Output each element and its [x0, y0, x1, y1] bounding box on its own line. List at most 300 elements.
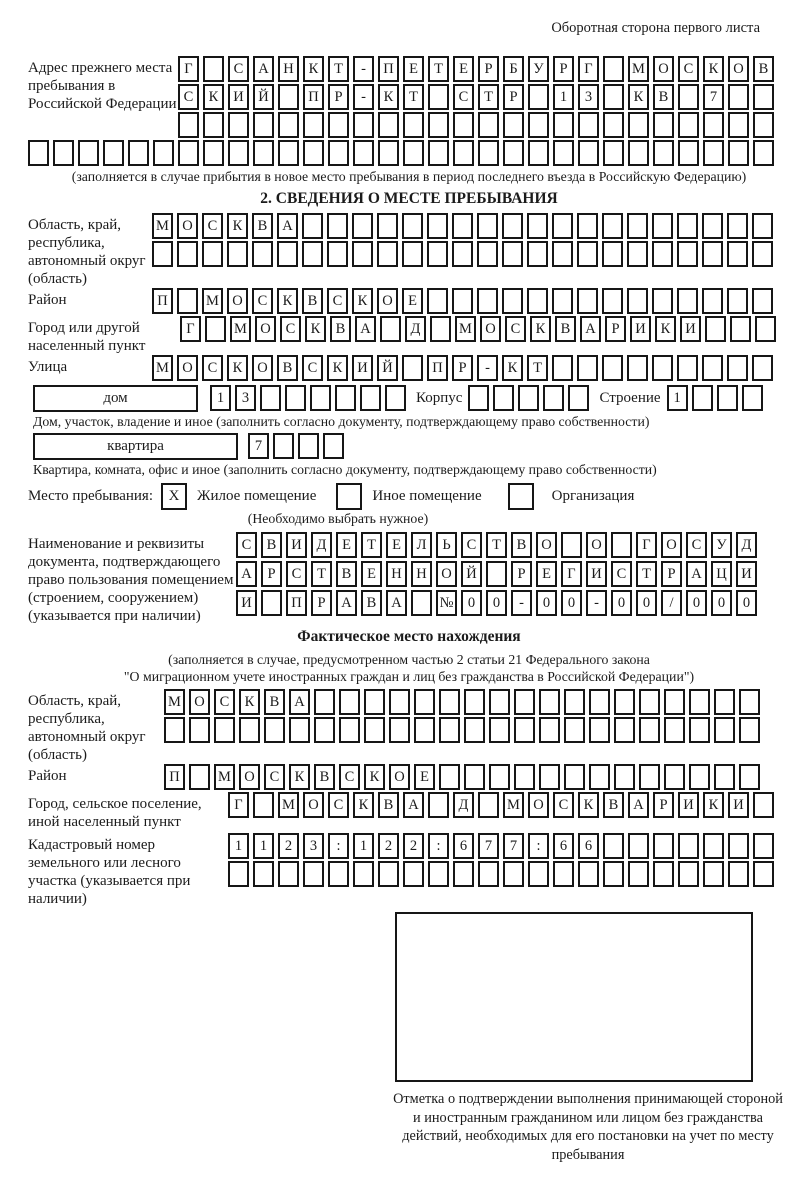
char-cell[interactable]: 0: [561, 590, 582, 616]
char-cell[interactable]: [714, 689, 735, 715]
char-cell[interactable]: [728, 140, 749, 166]
char-cell[interactable]: [489, 689, 510, 715]
char-cell[interactable]: [578, 112, 599, 138]
char-cell[interactable]: [678, 861, 699, 887]
char-cell[interactable]: О: [303, 792, 324, 818]
char-cell[interactable]: [298, 433, 319, 459]
char-cell[interactable]: [477, 213, 498, 239]
char-cell[interactable]: [518, 385, 539, 411]
char-cell[interactable]: [678, 84, 699, 110]
char-cell[interactable]: 7: [478, 833, 499, 859]
char-cell[interactable]: Ь: [436, 532, 457, 558]
char-cell[interactable]: [652, 288, 673, 314]
char-cell[interactable]: [353, 140, 374, 166]
char-cell[interactable]: [439, 764, 460, 790]
char-cell[interactable]: К: [227, 213, 248, 239]
char-cell[interactable]: [439, 689, 460, 715]
char-cell[interactable]: [664, 717, 685, 743]
char-cell[interactable]: [478, 861, 499, 887]
char-cell[interactable]: Р: [311, 590, 332, 616]
char-cell[interactable]: [228, 140, 249, 166]
char-cell[interactable]: В: [603, 792, 624, 818]
char-cell[interactable]: В: [302, 288, 323, 314]
char-cell[interactable]: [453, 112, 474, 138]
char-cell[interactable]: Е: [386, 532, 407, 558]
char-cell[interactable]: [677, 241, 698, 267]
char-cell[interactable]: Р: [328, 84, 349, 110]
char-cell[interactable]: [228, 861, 249, 887]
char-cell[interactable]: [603, 833, 624, 859]
char-cell[interactable]: :: [428, 833, 449, 859]
char-cell[interactable]: О: [536, 532, 557, 558]
char-cell[interactable]: И: [286, 532, 307, 558]
char-cell[interactable]: [178, 112, 199, 138]
char-cell[interactable]: [403, 861, 424, 887]
char-cell[interactable]: 6: [453, 833, 474, 859]
char-cell[interactable]: [664, 689, 685, 715]
char-cell[interactable]: [164, 717, 185, 743]
char-cell[interactable]: [278, 84, 299, 110]
char-cell[interactable]: [742, 385, 763, 411]
char-cell[interactable]: [478, 140, 499, 166]
char-cell[interactable]: [464, 689, 485, 715]
char-cell[interactable]: :: [528, 833, 549, 859]
char-cell[interactable]: Р: [452, 355, 473, 381]
char-cell[interactable]: К: [353, 792, 374, 818]
char-cell[interactable]: [739, 764, 760, 790]
char-cell[interactable]: К: [239, 689, 260, 715]
char-cell[interactable]: С: [178, 84, 199, 110]
char-cell[interactable]: [564, 689, 585, 715]
char-cell[interactable]: [628, 861, 649, 887]
char-cell[interactable]: И: [630, 316, 651, 342]
char-cell[interactable]: [411, 590, 432, 616]
char-cell[interactable]: [702, 355, 723, 381]
char-cell[interactable]: О: [436, 561, 457, 587]
char-cell[interactable]: [577, 355, 598, 381]
char-cell[interactable]: [678, 112, 699, 138]
char-cell[interactable]: [278, 140, 299, 166]
char-cell[interactable]: [428, 84, 449, 110]
char-cell[interactable]: [253, 792, 274, 818]
char-cell[interactable]: В: [555, 316, 576, 342]
char-cell[interactable]: А: [403, 792, 424, 818]
char-cell[interactable]: Е: [414, 764, 435, 790]
char-cell[interactable]: С: [553, 792, 574, 818]
char-cell[interactable]: [602, 241, 623, 267]
char-cell[interactable]: [402, 355, 423, 381]
char-cell[interactable]: М: [214, 764, 235, 790]
char-cell[interactable]: [639, 689, 660, 715]
char-cell[interactable]: [377, 213, 398, 239]
char-cell[interactable]: [553, 140, 574, 166]
char-cell[interactable]: 0: [486, 590, 507, 616]
char-cell[interactable]: С: [461, 532, 482, 558]
char-cell[interactable]: 7: [248, 433, 269, 459]
char-cell[interactable]: /: [661, 590, 682, 616]
char-cell[interactable]: В: [378, 792, 399, 818]
char-cell[interactable]: И: [678, 792, 699, 818]
char-cell[interactable]: К: [303, 56, 324, 82]
char-cell[interactable]: А: [236, 561, 257, 587]
char-cell[interactable]: М: [628, 56, 649, 82]
char-cell[interactable]: [689, 717, 710, 743]
char-cell[interactable]: К: [703, 56, 724, 82]
char-cell[interactable]: 0: [711, 590, 732, 616]
char-cell[interactable]: 2: [378, 833, 399, 859]
char-cell[interactable]: 1: [353, 833, 374, 859]
char-cell[interactable]: К: [703, 792, 724, 818]
char-cell[interactable]: 1: [253, 833, 274, 859]
char-cell[interactable]: [603, 140, 624, 166]
char-cell[interactable]: В: [261, 532, 282, 558]
char-cell[interactable]: [627, 213, 648, 239]
char-cell[interactable]: И: [728, 792, 749, 818]
char-cell[interactable]: А: [686, 561, 707, 587]
char-cell[interactable]: [489, 717, 510, 743]
char-cell[interactable]: А: [355, 316, 376, 342]
char-cell[interactable]: [78, 140, 99, 166]
char-cell[interactable]: [385, 385, 406, 411]
char-cell[interactable]: [352, 241, 373, 267]
char-cell[interactable]: [702, 213, 723, 239]
char-cell[interactable]: [323, 433, 344, 459]
char-cell[interactable]: Т: [527, 355, 548, 381]
char-cell[interactable]: [543, 385, 564, 411]
char-cell[interactable]: 0: [736, 590, 757, 616]
char-cell[interactable]: [489, 764, 510, 790]
char-cell[interactable]: [478, 112, 499, 138]
char-cell[interactable]: 7: [703, 84, 724, 110]
char-cell[interactable]: С: [327, 288, 348, 314]
char-cell[interactable]: [728, 112, 749, 138]
char-cell[interactable]: С: [202, 213, 223, 239]
char-cell[interactable]: [514, 689, 535, 715]
char-cell[interactable]: [402, 213, 423, 239]
char-cell[interactable]: В: [252, 213, 273, 239]
char-cell[interactable]: В: [511, 532, 532, 558]
char-cell[interactable]: [539, 689, 560, 715]
char-cell[interactable]: В: [653, 84, 674, 110]
char-cell[interactable]: [614, 764, 635, 790]
char-cell[interactable]: [285, 385, 306, 411]
char-cell[interactable]: [502, 213, 523, 239]
char-cell[interactable]: [702, 288, 723, 314]
char-cell[interactable]: К: [502, 355, 523, 381]
char-cell[interactable]: [602, 355, 623, 381]
char-cell[interactable]: [528, 861, 549, 887]
char-cell[interactable]: [327, 213, 348, 239]
char-cell[interactable]: [614, 717, 635, 743]
char-cell[interactable]: Д: [311, 532, 332, 558]
char-cell[interactable]: [577, 241, 598, 267]
char-cell[interactable]: [253, 140, 274, 166]
char-cell[interactable]: А: [386, 590, 407, 616]
char-cell[interactable]: [703, 833, 724, 859]
char-cell[interactable]: [539, 717, 560, 743]
char-cell[interactable]: [689, 689, 710, 715]
char-cell[interactable]: Т: [478, 84, 499, 110]
char-cell[interactable]: 3: [235, 385, 256, 411]
char-cell[interactable]: [428, 112, 449, 138]
char-cell[interactable]: [464, 764, 485, 790]
char-cell[interactable]: [503, 140, 524, 166]
char-cell[interactable]: П: [164, 764, 185, 790]
char-cell[interactable]: [335, 385, 356, 411]
char-cell[interactable]: А: [253, 56, 274, 82]
char-cell[interactable]: [753, 792, 774, 818]
char-cell[interactable]: [303, 112, 324, 138]
char-cell[interactable]: Т: [486, 532, 507, 558]
char-cell[interactable]: [577, 288, 598, 314]
char-cell[interactable]: [503, 861, 524, 887]
char-cell[interactable]: Д: [405, 316, 426, 342]
char-cell[interactable]: -: [477, 355, 498, 381]
char-cell[interactable]: В: [330, 316, 351, 342]
char-cell[interactable]: [153, 140, 174, 166]
char-cell[interactable]: [253, 861, 274, 887]
char-cell[interactable]: С: [280, 316, 301, 342]
char-cell[interactable]: И: [352, 355, 373, 381]
char-cell[interactable]: [714, 764, 735, 790]
char-cell[interactable]: [103, 140, 124, 166]
char-cell[interactable]: [552, 213, 573, 239]
char-cell[interactable]: [627, 241, 648, 267]
char-cell[interactable]: [677, 213, 698, 239]
char-cell[interactable]: [589, 689, 610, 715]
char-cell[interactable]: В: [361, 590, 382, 616]
char-cell[interactable]: О: [586, 532, 607, 558]
char-cell[interactable]: М: [152, 355, 173, 381]
char-cell[interactable]: [628, 140, 649, 166]
char-cell[interactable]: В: [277, 355, 298, 381]
char-cell[interactable]: [527, 288, 548, 314]
char-cell[interactable]: [427, 241, 448, 267]
char-cell[interactable]: Т: [636, 561, 657, 587]
char-cell[interactable]: И: [680, 316, 701, 342]
char-cell[interactable]: [628, 833, 649, 859]
char-cell[interactable]: [678, 833, 699, 859]
char-cell[interactable]: П: [427, 355, 448, 381]
char-cell[interactable]: [378, 861, 399, 887]
char-cell[interactable]: [714, 717, 735, 743]
char-cell[interactable]: [189, 764, 210, 790]
char-cell[interactable]: А: [289, 689, 310, 715]
char-cell[interactable]: Е: [402, 288, 423, 314]
char-cell[interactable]: [514, 764, 535, 790]
char-cell[interactable]: [752, 355, 773, 381]
stay-type-checkbox-other[interactable]: [336, 483, 362, 510]
char-cell[interactable]: [178, 140, 199, 166]
char-cell[interactable]: Д: [736, 532, 757, 558]
char-cell[interactable]: Г: [178, 56, 199, 82]
char-cell[interactable]: [628, 112, 649, 138]
char-cell[interactable]: [727, 355, 748, 381]
char-cell[interactable]: Т: [428, 56, 449, 82]
char-cell[interactable]: 0: [636, 590, 657, 616]
char-cell[interactable]: [273, 433, 294, 459]
char-cell[interactable]: [703, 112, 724, 138]
char-cell[interactable]: [702, 241, 723, 267]
char-cell[interactable]: 3: [303, 833, 324, 859]
char-cell[interactable]: [260, 385, 281, 411]
char-cell[interactable]: [278, 861, 299, 887]
char-cell[interactable]: [514, 717, 535, 743]
char-cell[interactable]: [353, 112, 374, 138]
char-cell[interactable]: [705, 316, 726, 342]
char-cell[interactable]: [28, 140, 49, 166]
char-cell[interactable]: В: [336, 561, 357, 587]
char-cell[interactable]: [639, 717, 660, 743]
char-cell[interactable]: Т: [361, 532, 382, 558]
char-cell[interactable]: П: [152, 288, 173, 314]
char-cell[interactable]: [203, 56, 224, 82]
char-cell[interactable]: [427, 288, 448, 314]
char-cell[interactable]: [552, 241, 573, 267]
char-cell[interactable]: [452, 213, 473, 239]
char-cell[interactable]: [202, 241, 223, 267]
char-cell[interactable]: 1: [667, 385, 688, 411]
char-cell[interactable]: [602, 213, 623, 239]
char-cell[interactable]: [564, 717, 585, 743]
char-cell[interactable]: [589, 717, 610, 743]
char-cell[interactable]: Д: [453, 792, 474, 818]
char-cell[interactable]: А: [580, 316, 601, 342]
char-cell[interactable]: [553, 112, 574, 138]
char-cell[interactable]: Т: [311, 561, 332, 587]
char-cell[interactable]: Г: [561, 561, 582, 587]
char-cell[interactable]: [414, 717, 435, 743]
char-cell[interactable]: [264, 717, 285, 743]
char-cell[interactable]: [652, 241, 673, 267]
char-cell[interactable]: Г: [636, 532, 657, 558]
char-cell[interactable]: О: [239, 764, 260, 790]
char-cell[interactable]: [261, 590, 282, 616]
char-cell[interactable]: [452, 241, 473, 267]
char-cell[interactable]: К: [227, 355, 248, 381]
char-cell[interactable]: М: [164, 689, 185, 715]
char-cell[interactable]: [664, 764, 685, 790]
char-cell[interactable]: [414, 689, 435, 715]
char-cell[interactable]: С: [264, 764, 285, 790]
char-cell[interactable]: В: [264, 689, 285, 715]
char-cell[interactable]: [328, 112, 349, 138]
char-cell[interactable]: [214, 717, 235, 743]
char-cell[interactable]: О: [177, 355, 198, 381]
char-cell[interactable]: Й: [461, 561, 482, 587]
char-cell[interactable]: [639, 764, 660, 790]
char-cell[interactable]: 0: [611, 590, 632, 616]
char-cell[interactable]: [277, 241, 298, 267]
char-cell[interactable]: Г: [228, 792, 249, 818]
char-cell[interactable]: [527, 213, 548, 239]
char-cell[interactable]: Р: [653, 792, 674, 818]
char-cell[interactable]: [728, 833, 749, 859]
char-cell[interactable]: Р: [661, 561, 682, 587]
char-cell[interactable]: М: [455, 316, 476, 342]
char-cell[interactable]: [611, 532, 632, 558]
char-cell[interactable]: 0: [536, 590, 557, 616]
char-cell[interactable]: 2: [278, 833, 299, 859]
char-cell[interactable]: [692, 385, 713, 411]
char-cell[interactable]: №: [436, 590, 457, 616]
char-cell[interactable]: М: [278, 792, 299, 818]
char-cell[interactable]: С: [236, 532, 257, 558]
char-cell[interactable]: К: [364, 764, 385, 790]
char-cell[interactable]: Е: [403, 56, 424, 82]
char-cell[interactable]: О: [227, 288, 248, 314]
char-cell[interactable]: [502, 288, 523, 314]
char-cell[interactable]: [689, 764, 710, 790]
stay-type-checkbox-residential[interactable]: X: [161, 483, 187, 510]
char-cell[interactable]: [53, 140, 74, 166]
char-cell[interactable]: [152, 241, 173, 267]
char-cell[interactable]: О: [189, 689, 210, 715]
char-cell[interactable]: [430, 316, 451, 342]
char-cell[interactable]: О: [661, 532, 682, 558]
char-cell[interactable]: В: [314, 764, 335, 790]
char-cell[interactable]: [627, 288, 648, 314]
char-cell[interactable]: [314, 717, 335, 743]
char-cell[interactable]: [553, 861, 574, 887]
char-cell[interactable]: [502, 241, 523, 267]
char-cell[interactable]: [439, 717, 460, 743]
char-cell[interactable]: [703, 861, 724, 887]
char-cell[interactable]: [227, 241, 248, 267]
char-cell[interactable]: [203, 140, 224, 166]
char-cell[interactable]: [717, 385, 738, 411]
char-cell[interactable]: [380, 316, 401, 342]
char-cell[interactable]: Л: [411, 532, 432, 558]
char-cell[interactable]: [703, 140, 724, 166]
char-cell[interactable]: [377, 241, 398, 267]
char-cell[interactable]: [652, 213, 673, 239]
char-cell[interactable]: 3: [578, 84, 599, 110]
char-cell[interactable]: -: [353, 84, 374, 110]
char-cell[interactable]: 0: [686, 590, 707, 616]
char-cell[interactable]: :: [328, 833, 349, 859]
char-cell[interactable]: К: [352, 288, 373, 314]
char-cell[interactable]: -: [353, 56, 374, 82]
char-cell[interactable]: [568, 385, 589, 411]
char-cell[interactable]: [752, 241, 773, 267]
char-cell[interactable]: 6: [578, 833, 599, 859]
char-cell[interactable]: Г: [578, 56, 599, 82]
char-cell[interactable]: [477, 288, 498, 314]
char-cell[interactable]: [339, 717, 360, 743]
char-cell[interactable]: Т: [403, 84, 424, 110]
char-cell[interactable]: С: [505, 316, 526, 342]
char-cell[interactable]: [653, 112, 674, 138]
char-cell[interactable]: [539, 764, 560, 790]
char-cell[interactable]: [527, 241, 548, 267]
char-cell[interactable]: [253, 112, 274, 138]
char-cell[interactable]: [753, 112, 774, 138]
char-cell[interactable]: [402, 241, 423, 267]
char-cell[interactable]: А: [628, 792, 649, 818]
char-cell[interactable]: А: [336, 590, 357, 616]
char-cell[interactable]: У: [711, 532, 732, 558]
char-cell[interactable]: [728, 84, 749, 110]
char-cell[interactable]: [352, 213, 373, 239]
char-cell[interactable]: [653, 861, 674, 887]
char-cell[interactable]: [128, 140, 149, 166]
char-cell[interactable]: [378, 140, 399, 166]
char-cell[interactable]: [428, 861, 449, 887]
char-cell[interactable]: Р: [478, 56, 499, 82]
char-cell[interactable]: [578, 861, 599, 887]
char-cell[interactable]: О: [252, 355, 273, 381]
